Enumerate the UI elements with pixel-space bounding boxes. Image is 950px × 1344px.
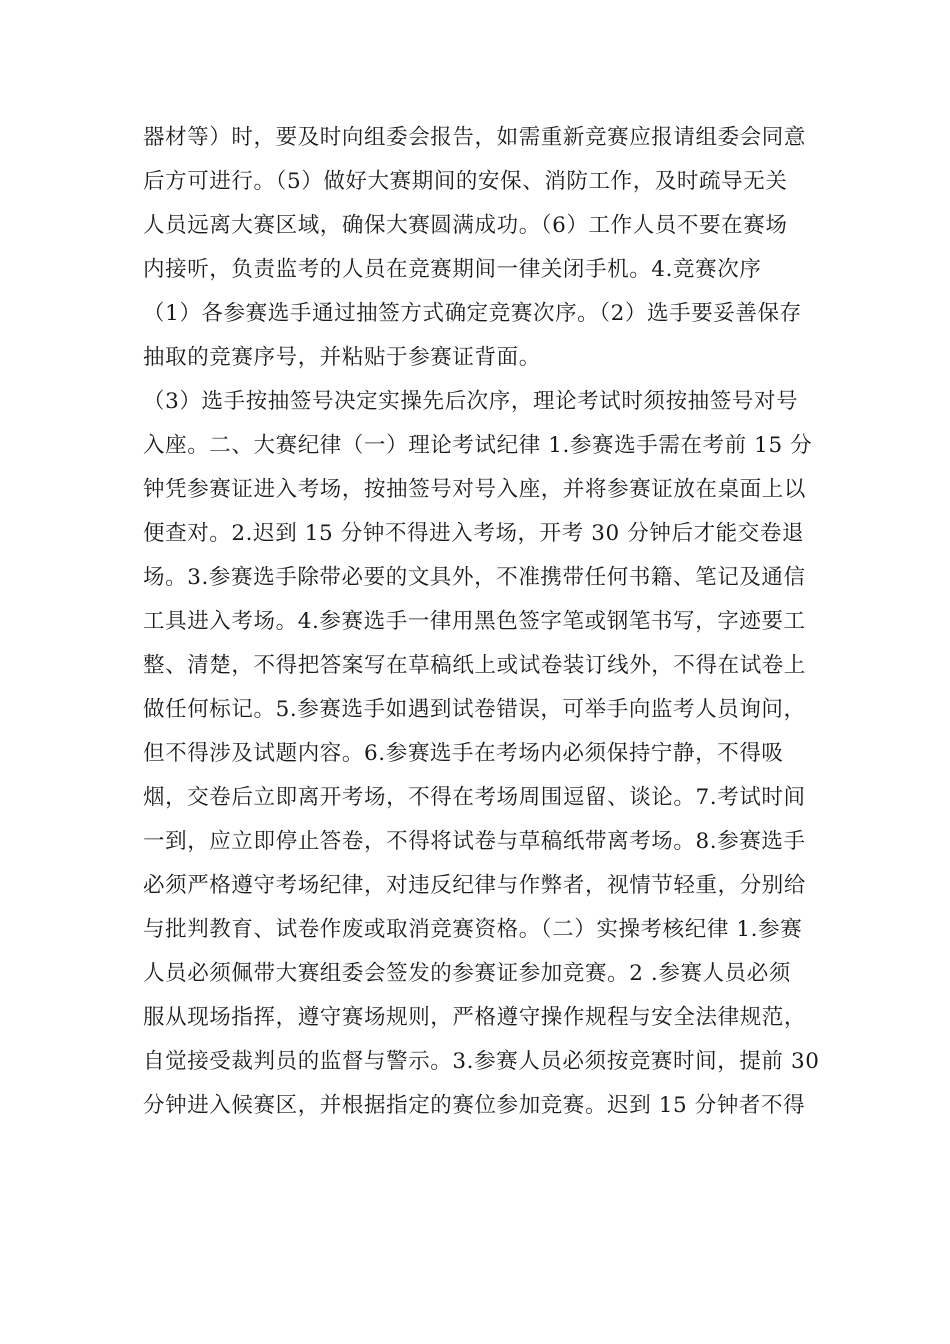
text-line-20: 人员必须佩带大赛组委会签发的参赛证参加竞赛。2 .参赛人员必须: [143, 961, 791, 986]
text-line-10: 便查对。2.迟到 15 分钟不得进入考场，开考 30 分钟后才能交卷退: [143, 521, 805, 546]
body-text: [143, 116, 833, 1128]
text-line-23: 分钟进入候赛区，并根据指定的赛位参加竞赛。迟到 15 分钟者不得: [143, 1093, 806, 1118]
text-line-9: 钟凭参赛证进入考场，按抽签号对号入座，并将参赛证放在桌面上以: [143, 477, 807, 502]
text-line-16: 烟，交卷后立即离开考场，不得在考场周围逗留、谈论。7.考试时间: [143, 785, 806, 810]
text-line-18: 必须严格遵守考场纪律，对违反纪律与作弊者，视情节轻重，分别给: [143, 873, 807, 898]
text-line-12: 工具进入考场。4.参赛选手一律用黑色签字笔或钢笔书写，字迹要工: [143, 609, 806, 634]
text-line-14: 做任何标记。5.参赛选手如遇到试卷错误，可举手向监考人员询问，: [143, 697, 806, 722]
text-line-21: 服从现场指挥，遵守赛场规则，严格遵守操作规程与安全法律规范，: [143, 1005, 807, 1030]
text-line-4: 内接听，负责监考的人员在竞赛期间一律关闭手机。4.竞赛次序: [143, 257, 762, 282]
text-line-1: 器材等）时，要及时向组委会报告，如需重新竞赛应报请组委会同意: [143, 125, 807, 150]
text-line-22: 自觉接受裁判员的监督与警示。3.参赛人员必须按竞赛时间，提前 30: [143, 1049, 820, 1074]
text-line-11: 场。3.参赛选手除带必要的文具外，不准携带任何书籍、笔记及通信: [143, 565, 806, 590]
text-line-2: 后方可进行。（5）做好大赛期间的安保、消防工作，及时疏导无关: [143, 169, 788, 194]
text-line-17: 一到，应立即停止答卷，不得将试卷与草稿纸带离考场。8.参赛选手: [143, 829, 806, 854]
text-line-7: （3）选手按抽签号决定实操先后次序，理论考试时须按抽签号对号: [143, 389, 799, 414]
text-line-19: 与批判教育、试卷作废或取消竞赛资格。（二）实操考核纪律 1.参赛: [143, 917, 803, 942]
text-line-15: 但不得涉及试题内容。6.参赛选手在考场内必须保持宁静，不得吸: [143, 741, 784, 766]
text-line-3: 人员远离大赛区域，确保大赛圆满成功。（6）工作人员不要在赛场: [143, 213, 788, 238]
text-line-8: 入座。二、大赛纪律（一）理论考试纪律 1.参赛选手需在考前 15 分: [143, 433, 813, 458]
text-line-5: （1）各参赛选手通过抽签方式确定竞赛次序。（2）选手要妥善保存: [143, 301, 802, 326]
text-line-13: 整、清楚，不得把答案写在草稿纸上或试卷装订线外，不得在试卷上: [143, 653, 807, 678]
text-line-6: 抽取的竞赛序号，并粘贴于参赛证背面。: [143, 345, 541, 370]
